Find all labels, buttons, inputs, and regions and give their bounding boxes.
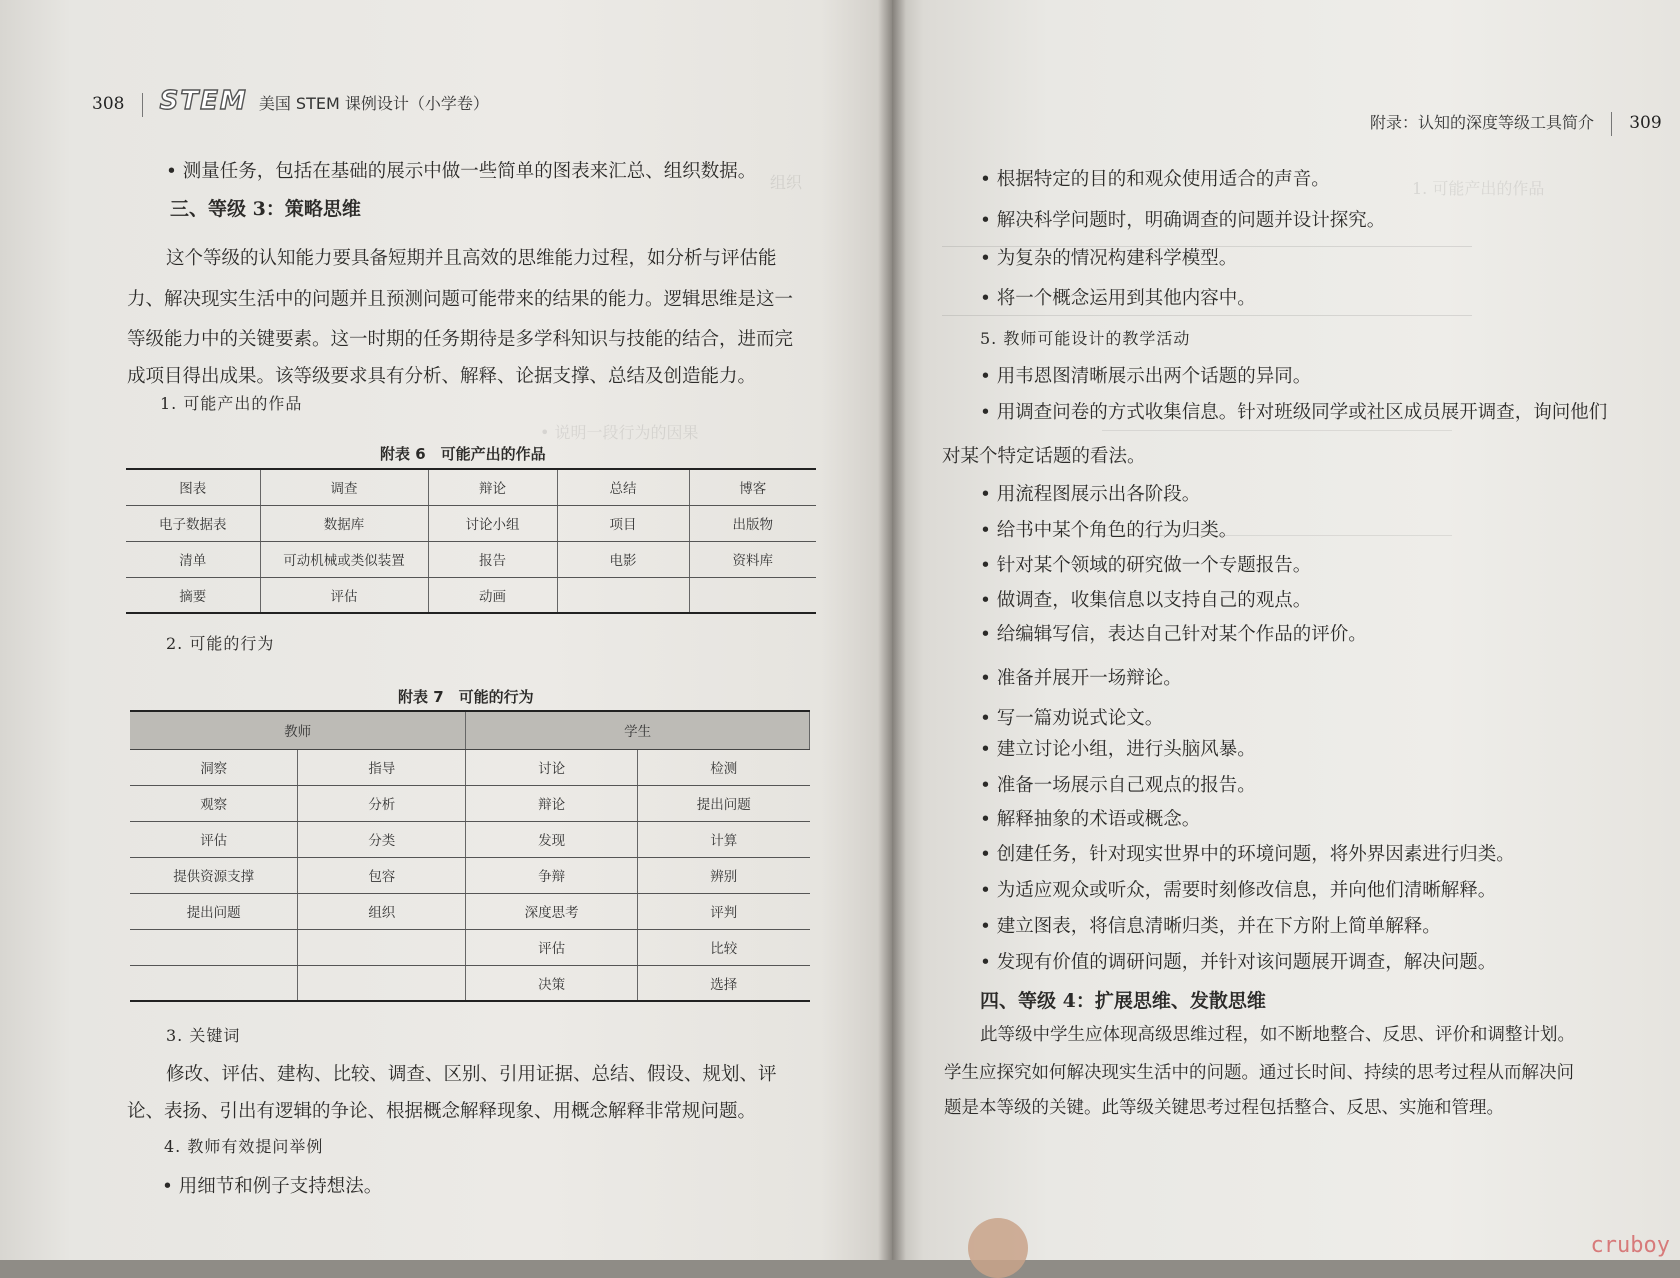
sub-heading-products: 1. 可能产出的作品 <box>160 394 303 413</box>
table-cell: 提供资源支撑 <box>130 857 298 893</box>
table6-caption: 附表 6 可能产出的作品 <box>380 445 546 463</box>
left-page: 组织 • 说明一段行为的因果 308 STEM 美国 STEM 课例设计（小学卷） • 测量任务，包括在基础的展示中做一些简单的图表来汇总、组织数据。 三、等级 3：策略思维 这个等级的认知能力要具备短期并且高效的思维能力过程，如分析与评估能 力、解决现实生活中的问题并且预测问题可能带来的结果的能力。逻辑思维是这一 等级能力中的关键要素。这一时期的任务期待是多学科知识与技能的结合，进而完 成项目得出成果。该等级要求具有分析、解释、论据支撑、总结及创造能力。 1. 可能产出的作品 附表 6 可能产出的作品 图表 调查 辩论 总结 博客 电子数据表 数据库 讨论小组 项目 出版物 清单 可动机械或类似装置 报告 电影 资料库 摘要 评估 动画 2. 可能的行为 附表 7 可能的行为 教师 学生 洞察 指导 讨论 检测 观察 分析 辩论 提出问题 评估 分类 发现 计算 提供资源支撑 包容 争辩 辨别 提出问题 组织 深度思考 评判 评估 比较 决策 选择 3. 关键词 修改、评估、建构、比较、调查、区别、引用证据、总结、假设、规划、评 论、表扬、引出有逻辑的争论、根据概念解释现象、用概念解释非常规问题。 4. 教师有效提问举例 • 用细节和例子支持想法。 <box>0 0 892 1260</box>
bullet-line: • 用流程图展示出各阶段。 <box>980 484 1201 505</box>
bullet-line: • 为适应观众或听众，需要时刻修改信息，并向他们清晰解释。 <box>980 880 1497 901</box>
table-cell: 讨论 <box>466 749 638 785</box>
table-cell: 评估 <box>466 929 638 965</box>
sub-heading-questions: 4. 教师有效提问举例 <box>164 1137 324 1156</box>
bullet-line: • 解释抽象的术语或概念。 <box>980 809 1201 830</box>
para-line-1: 这个等级的认知能力要具备短期并且高效的思维能力过程，如分析与评估能 <box>166 248 777 269</box>
table-cell: 总结 <box>557 469 689 505</box>
table-cell: 评估 <box>260 577 428 613</box>
section4-title: 四、等级 4：扩展思维、发散思维 <box>980 990 1266 1012</box>
sub-heading-activities: 5. 教师可能设计的教学活动 <box>980 329 1191 348</box>
bullet-survey-continued: 对某个特定话题的看法。 <box>942 446 1146 467</box>
table-cell: 发现 <box>466 821 638 857</box>
right-header <box>1370 110 1662 136</box>
table-cell <box>130 929 298 965</box>
bullet-venn: • 用韦恩图清晰展示出两个话题的异同。 <box>980 366 1312 387</box>
table-cell <box>130 965 298 1001</box>
bullet-line: • 建立讨论小组，进行头脑风暴。 <box>980 739 1256 760</box>
table-cell: 分类 <box>298 821 466 857</box>
table-cell: 项目 <box>557 505 689 541</box>
bullet-line: • 发现有价值的调研问题，并针对该问题展开调查，解决问题。 <box>980 952 1497 973</box>
table-cell <box>557 577 689 613</box>
table-cell: 分析 <box>298 785 466 821</box>
table-cell: 博客 <box>689 469 816 505</box>
bullet-line: • 准备并展开一场辩论。 <box>980 668 1182 689</box>
para4-line-3: 题是本等级的关键。此等级关键思考过程包括整合、反思、实施和管理。 <box>944 1098 1504 1118</box>
bullet-line: • 给书中某个角色的行为归类。 <box>980 520 1238 541</box>
table-row <box>130 893 810 929</box>
column-header-teacher: 教师 <box>130 711 466 749</box>
table-header-row <box>130 711 810 749</box>
table-row <box>126 505 816 541</box>
table-cell: 报告 <box>428 541 557 577</box>
table-cell: 评估 <box>130 821 298 857</box>
appendix-title: 附录：认知的深度等级工具简介 <box>1370 113 1595 132</box>
table-cell: 深度思考 <box>466 893 638 929</box>
table-row <box>130 965 810 1001</box>
para-line-2: 力、解决现实生活中的问题并且预测问题可能带来的结果的能力。逻辑思维是这一 <box>127 289 794 310</box>
table-cell: 辩论 <box>428 469 557 505</box>
para4-line-2: 学生应探究如何解决现实生活中的问题。通过长时间、持续的思考过程从而解决问 <box>944 1063 1574 1083</box>
table-cell: 辩论 <box>466 785 638 821</box>
table-cell: 决策 <box>466 965 638 1001</box>
bullet-line: • 准备一场展示自己观点的报告。 <box>980 775 1256 796</box>
keywords-line-1: 修改、评估、建构、比较、调查、区别、引用证据、总结、假设、规划、评 <box>166 1064 777 1085</box>
table-cell: 提出问题 <box>130 893 298 929</box>
table-row <box>130 857 810 893</box>
column-header-student: 学生 <box>466 711 810 749</box>
section3-title: 三、等级 3：策略思维 <box>170 198 361 220</box>
table-cell: 评判 <box>638 893 810 929</box>
table-cell: 争辩 <box>466 857 638 893</box>
bullet-details-examples: • 用细节和例子支持想法。 <box>162 1176 383 1197</box>
table-cell: 讨论小组 <box>428 505 557 541</box>
book-title: 美国 STEM 课例设计（小学卷） <box>258 94 489 113</box>
bullet-line: • 创建任务，针对现实世界中的环境问题，将外界因素进行归类。 <box>980 844 1515 865</box>
watermark: cruboy <box>1590 1233 1670 1258</box>
table-cell <box>298 965 466 1001</box>
table-cell: 出版物 <box>689 505 816 541</box>
bullet-line: • 建立图表，将信息清晰归类，并在下方附上简单解释。 <box>980 916 1441 937</box>
para-line-4: 成项目得出成果。该等级要求具有分析、解释、论据支撑、总结及创造能力。 <box>127 366 757 387</box>
bullet-line: • 将一个概念运用到其他内容中。 <box>980 288 1256 309</box>
table-cell <box>689 577 816 613</box>
table-cell <box>298 929 466 965</box>
table-cell: 组织 <box>298 893 466 929</box>
table-cell: 清单 <box>126 541 260 577</box>
table-cell: 提出问题 <box>638 785 810 821</box>
table-cell: 辨别 <box>638 857 810 893</box>
header-divider <box>142 93 143 117</box>
table-cell: 数据库 <box>260 505 428 541</box>
table-cell: 调查 <box>260 469 428 505</box>
bullet-line: • 解决科学问题时，明确调查的问题并设计探究。 <box>980 210 1386 231</box>
keywords-line-2: 论、表扬、引出有逻辑的争论、根据概念解释现象、用概念解释非常规问题。 <box>127 1101 757 1122</box>
bullet-line: • 针对某个领域的研究做一个专题报告。 <box>980 555 1312 576</box>
bullet-measure-task: • 测量任务，包括在基础的展示中做一些简单的图表来汇总、组织数据。 <box>166 161 757 182</box>
book-gutter <box>878 0 906 1260</box>
right-page-number: 309 <box>1629 113 1662 133</box>
table-row <box>126 577 816 613</box>
left-page-number: 308 <box>92 94 125 114</box>
table-cell: 检测 <box>638 749 810 785</box>
stem-logo-icon: STEM <box>159 86 248 116</box>
table-cell: 观察 <box>130 785 298 821</box>
table-cell: 摘要 <box>126 577 260 613</box>
table-row <box>130 749 810 785</box>
table-cell: 洞察 <box>130 749 298 785</box>
bullet-survey: • 用调查问卷的方式收集信息。针对班级同学或社区成员展开调查，询问他们 <box>980 402 1608 423</box>
sub-heading-keywords: 3. 关键词 <box>166 1026 241 1045</box>
table-cell: 动画 <box>428 577 557 613</box>
table-row <box>130 929 810 965</box>
bullet-line: • 写一篇劝说式论文。 <box>980 708 1164 729</box>
table-cell: 选择 <box>638 965 810 1001</box>
header-divider <box>1611 112 1612 136</box>
table-row <box>126 469 816 505</box>
table-row <box>130 785 810 821</box>
table-row <box>126 541 816 577</box>
bullet-line: • 根据特定的目的和观众使用适合的声音。 <box>980 169 1330 190</box>
table-cell: 图表 <box>126 469 260 505</box>
table7-behaviors <box>130 710 810 1002</box>
bullet-line: • 为复杂的情况构建科学模型。 <box>980 248 1238 269</box>
para4-line-1: 此等级中学生应体现高级思维过程，如不断地整合、反思、评价和调整计划。 <box>980 1025 1575 1045</box>
bullet-line: • 做调查，收集信息以支持自己的观点。 <box>980 590 1312 611</box>
sub-heading-behaviors: 2. 可能的行为 <box>166 634 275 653</box>
table7-caption: 附表 7 可能的行为 <box>398 688 534 706</box>
para-line-3: 等级能力中的关键要素。这一时期的任务期待是多学科知识与技能的结合，进而完 <box>127 329 794 350</box>
table-cell: 可动机械或类似装置 <box>260 541 428 577</box>
table-cell: 电子数据表 <box>126 505 260 541</box>
table-row <box>130 821 810 857</box>
table-cell: 包容 <box>298 857 466 893</box>
table-cell: 指导 <box>298 749 466 785</box>
table-cell: 计算 <box>638 821 810 857</box>
bullet-line: • 给编辑写信，表达自己针对某个作品的评价。 <box>980 624 1367 645</box>
table-cell: 资料库 <box>689 541 816 577</box>
left-header <box>92 86 489 117</box>
table-cell: 比较 <box>638 929 810 965</box>
table-cell: 电影 <box>557 541 689 577</box>
table6-products <box>126 468 816 614</box>
right-page: 1. 可能产出的作品 附录：认知的深度等级工具简介 309 • 根据特定的目的和观众使用适合的声音。 • 解决科学问题时，明确调查的问题并设计探究。 • 为复杂的情况构建科学模型。 • 将一个概念运用到其他内容中。 5. 教师可能设计的教学活动 • 用韦恩图清晰展示出两个话题的异同。 • 用调查问卷的方式收集信息。针对班级同学或社区成员展开调查，询问他们 对某个特定话题的看法。 • 用流程图展示出各阶段。 • 给书中某个角色的行为归类。 • 针对某个领域的研究做一个专题报告。 • 做调查，收集信息以支持自己的观点。 • 给编辑写信，表达自己针对某个作品的评价。 • 准备并展开一场辩论。 • 写一篇劝说式论文。 • 建立讨论小组，进行头脑风暴。 • 准备一场展示自己观点的报告。 • 解释抽象的术语或概念。 • 创建任务，针对现实世界中的环境问题，将外界因素进行归类。 • 为适应观众或听众，需要时刻修改信息，并向他们清晰解释。 • 建立图表，将信息清晰归类，并在下方附上简单解释。 • 发现有价值的调研问题，并针对该问题展开调查，解决问题。 四、等级 4：扩展思维、发散思维 此等级中学生应体现高级思维过程，如不断地整合、反思、评价和调整计划。 学生应探究如何解决现实生活中的问题。通过长时间、持续的思考过程从而解决问 题是本等级的关键。此等级关键思考过程包括整合、反思、实施和管理。 <box>892 0 1680 1260</box>
thumb-shadow <box>968 1218 1028 1278</box>
